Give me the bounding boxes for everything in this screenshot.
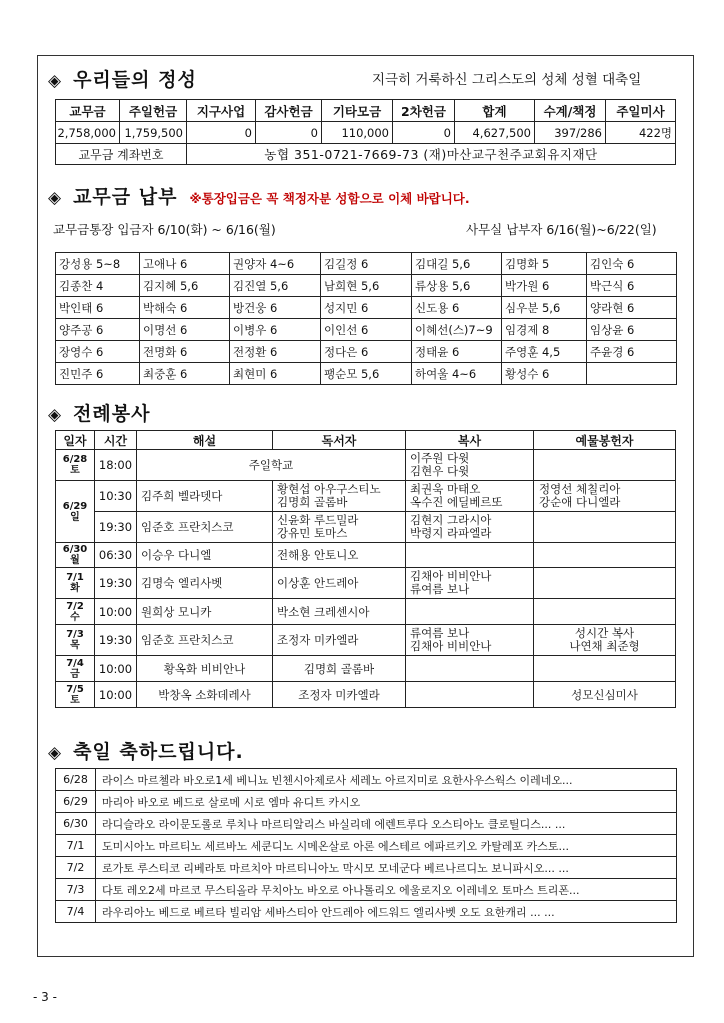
reader-cell: 조정자 미카엘라 — [273, 625, 406, 656]
payment-name-cell: 이명선 6 — [140, 319, 230, 341]
offertory-cell — [534, 543, 676, 568]
payment-name-cell: 주영훈 4,5 — [502, 341, 587, 363]
offering-value-cell: 1,759,500 — [120, 122, 187, 144]
commentator-cell: 황옥화 비비안나 — [137, 656, 273, 682]
payment-name-cell: 주윤경 6 — [587, 341, 677, 363]
payment-name-cell: 김대길 5,6 — [412, 253, 502, 275]
altar-server-cell: 최권욱 마태오 옥수진 에딜베르또 — [406, 481, 534, 512]
payment-name-cell: 전정환 6 — [230, 341, 321, 363]
liturgy-row-0629-a — [56, 481, 676, 512]
date-cell: 6/29 일 — [56, 481, 95, 543]
liturgy-header-cell: 해설 — [137, 431, 273, 450]
commentator-cell: 이승우 다니엘 — [137, 543, 273, 568]
feast-row — [56, 901, 677, 923]
date-cell: 7/3 목 — [56, 625, 95, 656]
reader-cell: 황현섭 아우구스티노 김명희 골롬바 — [273, 481, 406, 512]
payment-name-cell: 양라현 6 — [587, 297, 677, 319]
offering-value-cell: 4,627,500 — [455, 122, 535, 144]
time-cell: 10:00 — [95, 682, 137, 708]
payment-names-table — [55, 252, 677, 385]
payment-name-cell: 진민주 6 — [56, 363, 140, 385]
payment-row — [56, 319, 677, 341]
feast-date-cell: 6/28 — [56, 769, 96, 791]
reader-cell: 박소현 크레센시아 — [273, 599, 406, 625]
offering-value-cell: 2,758,000 — [56, 122, 120, 144]
payment-row — [56, 363, 677, 385]
date-cell: 7/1 화 — [56, 568, 95, 599]
date-cell: 6/30 월 — [56, 543, 95, 568]
reader-cell: 이상훈 안드레아 — [273, 568, 406, 599]
liturgy-header-cell: 일자 — [56, 431, 95, 450]
commentator-cell: 원희상 모니카 — [137, 599, 273, 625]
reader-cell: 조정자 미카엘라 — [273, 682, 406, 708]
feast-row — [56, 769, 677, 791]
offertory-cell — [534, 656, 676, 682]
liturgy-row-0702 — [56, 599, 676, 625]
altar-server-cell: 김채아 비비안나 류여름 보나 — [406, 568, 534, 599]
feast-names-cell: 로가토 루스티코 리베라토 마르치아 마르티니아노 막시모 모네군다 베르나르디노 보니파시오... ... — [96, 857, 677, 879]
altar-server-cell: 김현지 그라시아 박령지 라파엘라 — [406, 512, 534, 543]
reader-cell: 김명희 골롬바 — [273, 656, 406, 682]
liturgy-header-cell: 복사 — [406, 431, 534, 450]
payment-name-cell: 심우분 5,6 — [502, 297, 587, 319]
feast-names-cell: 도미시아노 마르티노 세르바노 세쿤디노 시메온살로 아론 에스테르 에파르키오 카탈레포 카스토... — [96, 835, 677, 857]
payment-row — [56, 341, 677, 363]
liturgy-row-0629-b — [56, 512, 676, 543]
payment-section-title: ◈ 교무금 납부 ※통장입금은 꼭 책정자분 성함으로 이체 바랍니다. — [48, 186, 470, 208]
payment-name-cell: 김종찬 4 — [56, 275, 140, 297]
date-cell: 6/28 토 — [56, 450, 95, 481]
payment-name-cell: 하여울 4~6 — [412, 363, 502, 385]
offering-value-cell: 110,000 — [322, 122, 393, 144]
payment-name-cell: 정태윤 6 — [412, 341, 502, 363]
offering-table — [55, 99, 676, 165]
feast-row — [56, 813, 677, 835]
feast-date-cell: 7/1 — [56, 835, 96, 857]
time-cell: 10:00 — [95, 599, 137, 625]
diamond-bullet-icon: ◈ — [48, 71, 62, 91]
payment-name-cell — [587, 363, 677, 385]
commentator-reader-cell: 주일학교 — [137, 450, 406, 481]
diamond-bullet-icon: ◈ — [48, 743, 62, 763]
payment-name-cell: 신도용 6 — [412, 297, 502, 319]
commentator-cell: 김명숙 엘리사벳 — [137, 568, 273, 599]
feast-names-cell: 라이스 마르첼라 바오로1세 베니뇨 빈첸시아제로사 세레노 아르지미로 요한사우스웍스 이레네오... — [96, 769, 677, 791]
offering-header-cell: 교무금 — [56, 100, 120, 122]
feast-subtitle: 지극히 거룩하신 그리스도의 성체 성혈 대축일 — [372, 72, 642, 88]
offering-header-cell: 기타모금 — [322, 100, 393, 122]
payment-name-cell: 김진열 5,6 — [230, 275, 321, 297]
altar-server-cell — [406, 543, 534, 568]
time-cell: 18:00 — [95, 450, 137, 481]
offering-values-row — [56, 122, 676, 144]
payment-name-cell: 임경제 8 — [502, 319, 587, 341]
feast-date-cell: 7/4 — [56, 901, 96, 923]
offertory-cell: 성모신심미사 — [534, 682, 676, 708]
offering-header-cell: 합계 — [455, 100, 535, 122]
payment-name-cell: 김지혜 5,6 — [140, 275, 230, 297]
commentator-cell: 박창옥 소화데레사 — [137, 682, 273, 708]
offering-header-cell: 주일미사 — [606, 100, 676, 122]
time-cell: 10:30 — [95, 481, 137, 512]
feast-date-cell: 6/29 — [56, 791, 96, 813]
liturgy-row-0701 — [56, 568, 676, 599]
offering-header-cell: 수계/책정 — [535, 100, 606, 122]
payment-name-cell: 김명화 5 — [502, 253, 587, 275]
payment-name-cell: 팽순모 5,6 — [321, 363, 412, 385]
offering-value-cell: 0 — [393, 122, 455, 144]
date-cell: 7/4 금 — [56, 656, 95, 682]
payment-name-cell: 김인숙 6 — [587, 253, 677, 275]
feast-row — [56, 879, 677, 901]
offering-value-cell: 397/286 — [535, 122, 606, 144]
payment-notice: ※통장입금은 꼭 책정자분 성함으로 이체 바랍니다. — [189, 191, 470, 206]
payment-name-cell: 정다은 6 — [321, 341, 412, 363]
payment-name-cell: 황성수 6 — [502, 363, 587, 385]
account-row — [56, 144, 676, 165]
payment-name-cell: 성지민 6 — [321, 297, 412, 319]
feast-row — [56, 857, 677, 879]
reader-cell: 전해용 안토니오 — [273, 543, 406, 568]
offering-header-cell: 감사헌금 — [256, 100, 322, 122]
time-cell: 19:30 — [95, 512, 137, 543]
payment-name-cell: 김길정 6 — [321, 253, 412, 275]
offering-header-cell: 주일헌금 — [120, 100, 187, 122]
offertory-cell — [534, 568, 676, 599]
offertory-cell: 성시간 복사 나연채 최준형 — [534, 625, 676, 656]
commentator-cell: 임준호 프란치스코 — [137, 512, 273, 543]
payment-name-cell: 최중훈 6 — [140, 363, 230, 385]
diamond-bullet-icon: ◈ — [48, 188, 62, 208]
offering-value-cell: 0 — [187, 122, 256, 144]
altar-server-cell — [406, 599, 534, 625]
offertory-cell: 정영선 체칠리아 강순애 다니엘라 — [534, 481, 676, 512]
offering-value-cell: 0 — [256, 122, 322, 144]
feast-row — [56, 835, 677, 857]
altar-server-cell — [406, 682, 534, 708]
payment-name-cell: 방건웅 6 — [230, 297, 321, 319]
payment-row — [56, 297, 677, 319]
payment-name-cell: 이인선 6 — [321, 319, 412, 341]
liturgy-row-0704 — [56, 656, 676, 682]
payment-period-left: 교무금통장 입금자 6/10(화) ~ 6/16(월) — [53, 222, 276, 237]
altar-server-cell — [406, 656, 534, 682]
feast-table — [55, 768, 677, 923]
offering-header-row — [56, 100, 676, 122]
feast-date-cell: 6/30 — [56, 813, 96, 835]
date-cell: 7/2 수 — [56, 599, 95, 625]
date-cell: 7/5 토 — [56, 682, 95, 708]
liturgy-row-0628 — [56, 450, 676, 481]
offertory-cell — [534, 599, 676, 625]
commentator-cell: 김주희 벨라뎃다 — [137, 481, 273, 512]
account-value: 농협 351-0721-7669-73 (재)마산교구천주교회유지재단 — [187, 144, 676, 165]
diamond-bullet-icon: ◈ — [48, 405, 62, 425]
payment-name-cell: 박근식 6 — [587, 275, 677, 297]
liturgy-table — [55, 430, 676, 708]
feast-names-cell: 라디슬라오 라이문도롤로 루치나 마르티알리스 바실리데 에렌트루다 오스티아노 클로틸디스... ... — [96, 813, 677, 835]
payment-name-cell: 전명화 6 — [140, 341, 230, 363]
payment-name-cell: 이혜선(스)7~9 — [412, 319, 502, 341]
feast-names-cell: 라우리아노 베드로 베르타 빌리암 세바스티아 안드레아 에드워드 엘리사벳 오도 요한캐리 ... ... — [96, 901, 677, 923]
payment-name-cell: 고애나 6 — [140, 253, 230, 275]
liturgy-header-cell: 예물봉헌자 — [534, 431, 676, 450]
feast-names-cell: 마리아 바오로 베드로 살로메 시로 엠마 유디트 카시오 — [96, 791, 677, 813]
offering-section-title: ◈ 우리들의 정성 — [48, 69, 197, 91]
feast-date-cell: 7/2 — [56, 857, 96, 879]
payment-period-right: 사무실 납부자 6/16(월)~6/22(일) — [466, 222, 657, 237]
offering-header-cell: 2차헌금 — [393, 100, 455, 122]
payment-name-cell: 이병우 6 — [230, 319, 321, 341]
liturgy-row-0703 — [56, 625, 676, 656]
liturgy-row-0630 — [56, 543, 676, 568]
time-cell: 06:30 — [95, 543, 137, 568]
payment-name-cell: 류상용 5,6 — [412, 275, 502, 297]
feast-date-cell: 7/3 — [56, 879, 96, 901]
feast-names-cell: 다토 레오2세 마르코 무스티올라 무치아노 바오로 아나톨리오 에울로지오 이레네오 토마스 트리폰... — [96, 879, 677, 901]
commentator-cell: 임준호 프란치스코 — [137, 625, 273, 656]
payment-name-cell: 박인태 6 — [56, 297, 140, 319]
payment-name-cell: 박해숙 6 — [140, 297, 230, 319]
altar-server-cell: 류여름 보나 김채아 비비안나 — [406, 625, 534, 656]
offertory-cell — [534, 512, 676, 543]
offering-header-cell: 지구사업 — [187, 100, 256, 122]
offertory-cell — [534, 450, 676, 481]
payment-name-cell: 임상윤 6 — [587, 319, 677, 341]
reader-cell: 신윤화 루드밀라 강유민 토마스 — [273, 512, 406, 543]
feast-row — [56, 791, 677, 813]
payment-name-cell: 강성용 5~8 — [56, 253, 140, 275]
payment-row — [56, 253, 677, 275]
payment-name-cell: 최현미 6 — [230, 363, 321, 385]
payment-name-cell: 박가원 6 — [502, 275, 587, 297]
time-cell: 10:00 — [95, 656, 137, 682]
offering-value-cell: 422명 — [606, 122, 676, 144]
payment-row — [56, 275, 677, 297]
liturgy-section-title: ◈ 전례봉사 — [48, 403, 151, 425]
time-cell: 19:30 — [95, 568, 137, 599]
payment-name-cell: 남희현 5,6 — [321, 275, 412, 297]
time-cell: 19:30 — [95, 625, 137, 656]
feast-section-title: ◈ 축일 축하드립니다. — [48, 741, 244, 763]
payment-name-cell: 장영수 6 — [56, 341, 140, 363]
liturgy-header-row — [56, 431, 676, 450]
liturgy-header-cell: 독서자 — [273, 431, 406, 450]
liturgy-header-cell: 시간 — [95, 431, 137, 450]
liturgy-row-0705 — [56, 682, 676, 708]
payment-name-cell: 권양자 4~6 — [230, 253, 321, 275]
payment-name-cell: 양주공 6 — [56, 319, 140, 341]
page-number: - 3 - — [33, 990, 57, 1004]
altar-server-cell: 이주원 다윗 김현우 다윗 — [406, 450, 534, 481]
account-label: 교무금 계좌번호 — [56, 144, 187, 165]
